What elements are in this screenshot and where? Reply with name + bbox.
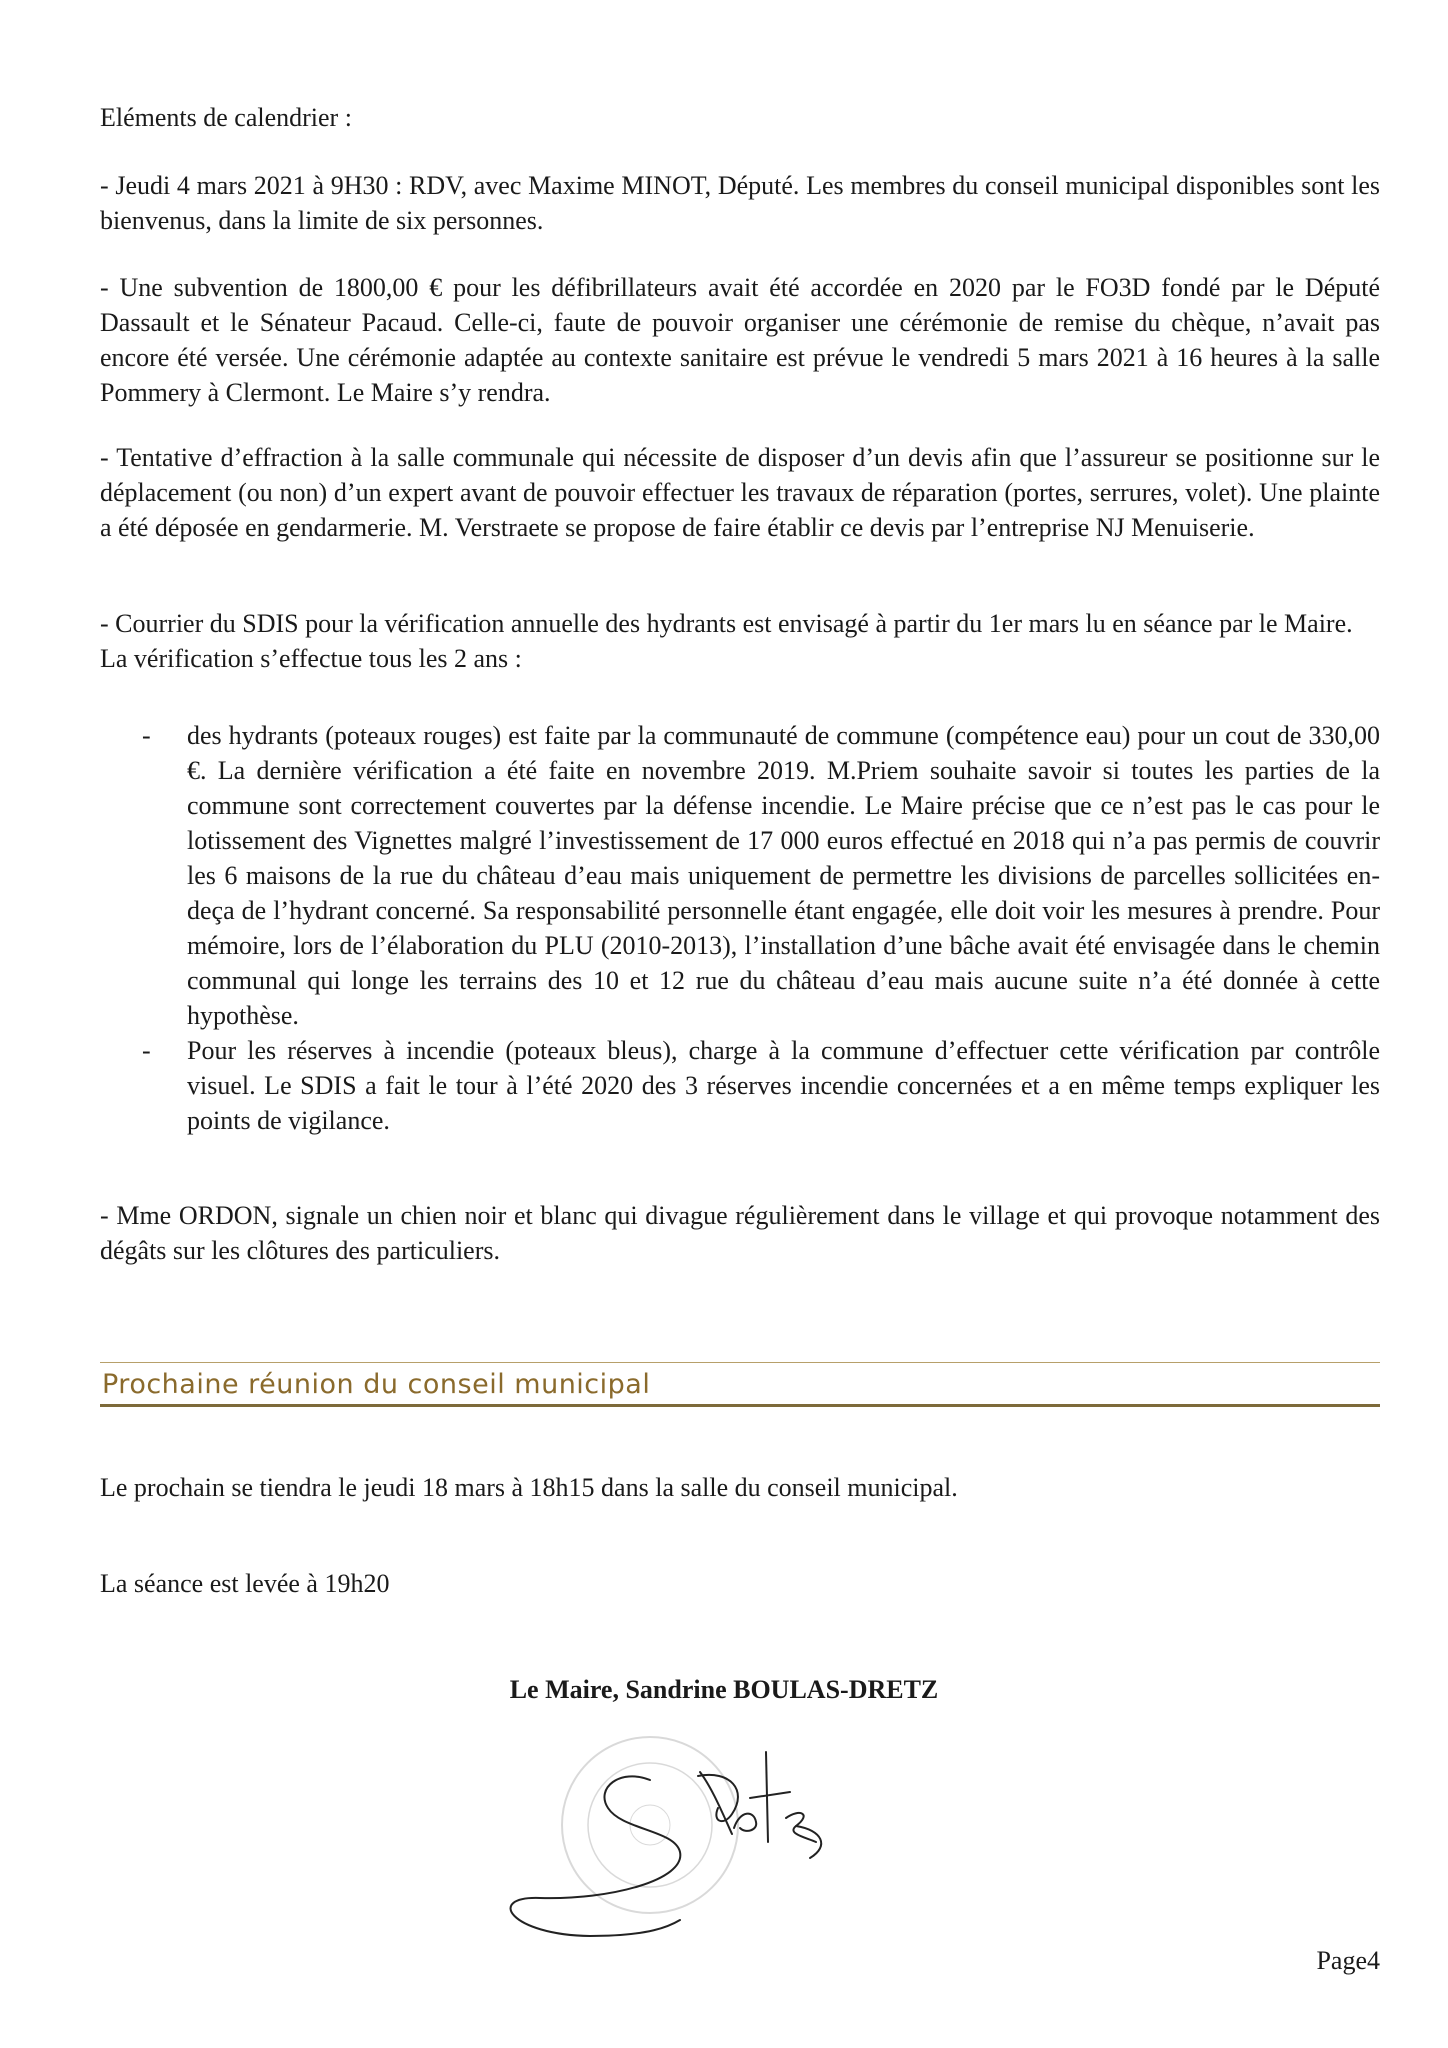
agenda-item-rdv: - Jeudi 4 mars 2021 à 9H30 : RDV, avec Maxime MINOT, Député. Les membres du conseil municipal disponibles sont les bienvenus, dans la limite de six personnes. [100, 171, 1380, 235]
agenda-item-sdis [100, 606, 1380, 676]
closing-text: La séance est levée à 19h20 [100, 1569, 390, 1598]
list-dash: - [142, 1036, 151, 1065]
calendar-heading: Eléments de calendrier : [100, 103, 352, 132]
signature-icon [500, 1730, 900, 1940]
list-item-text: des hydrants (poteaux rouges) est faite par la communauté de commune (compétence eau) pour un cout de 330,00 €. La dernière vérification a été faite en novembre 2019. M.Priem souhaite savoir si toutes les parties de la commune sont correctement couvertes par la défense incendie. Le Maire précise que ce n’est pas le cas pour le lotissement des Vignettes malgré l’investissement de 17 000 euros effectué en 2018 qui n’a pas permis de couvrir les 6 maisons de la rue du château d’eau mais uniquement de permettre les divisions de parcelles sollicitées en-deça de l’hydrant concerné. Sa responsabilité personnelle étant engagée, elle doit voir les mesures à prendre. Pour mémoire, lors de l’élaboration du PLU (2010-2013), l’installation d’une bâche avait été envisagée dans le chemin communal qui longe les terrains des 10 et 12 rue du château d’eau mais aucune suite n’a été donnée à cette hypothèse. [187, 721, 1380, 1030]
section-divider-bottom [100, 1404, 1380, 1407]
verification-intro: La vérification s’effectue tous les 2 ans : [100, 644, 522, 673]
signature-strokes [511, 1752, 822, 1936]
signatory-name: Le Maire, Sandrine BOULAS-DRETZ [509, 1675, 939, 1704]
verification-list [100, 718, 1380, 1138]
list-dash: - [142, 721, 151, 750]
list-item [100, 1033, 1380, 1138]
list-item-text: Pour les réserves à incendie (poteaux bleus), charge à la commune d’effectuer cette vérification par contrôle visuel. Le SDIS a fait le tour à l’été 2020 des 3 réserves incendie concernées et a en même temps expliquer les points de vigilance. [187, 1036, 1380, 1135]
stamp-icon [562, 1737, 738, 1913]
section-title: Prochaine réunion du conseil municipal [102, 1369, 651, 1400]
agenda-item-subvention: - Une subvention de 1800,00 € pour les défibrillateurs avait été accordée en 2020 par le FO3D fondé par le Député Dassault et le Sénateur Pacaud. Celle-ci, faute de pouvoir organiser une cérémonie de remise du chèque, n’avait pas encore été versée. Une cérémonie adaptée au contexte sanitaire est prévue le vendredi 5 mars 2021 à 16 heures à la salle Pommery à Clermont. Le Maire s’y rendra. [100, 273, 1380, 407]
page-number: Page4 [1316, 1946, 1380, 1975]
sdis-intro: - Courrier du SDIS pour la vérification annuelle des hydrants est envisagé à partir du 1er mars lu en séance par le Maire. [100, 609, 1353, 638]
section-divider-top [100, 1362, 1380, 1363]
agenda-item-chien: - Mme ORDON, signale un chien noir et blanc qui divague régulièrement dans le village et qui provoque notamment des dégâts sur les clôtures des particuliers. [100, 1201, 1380, 1265]
agenda-item-effraction: - Tentative d’effraction à la salle communale qui nécessite de disposer d’un devis afin que l’assureur se positionne sur le déplacement (ou non) d’un expert avant de pouvoir effectuer les travaux de réparation (portes, serrures, volet). Une plainte a été déposée en gendarmerie. M. Verstraete se propose de faire établir ce devis par l’entreprise NJ Menuiserie. [100, 443, 1380, 542]
next-meeting-text: Le prochain se tiendra le jeudi 18 mars à 18h15 dans la salle du conseil municipal. [100, 1473, 958, 1502]
list-item [100, 718, 1380, 1033]
